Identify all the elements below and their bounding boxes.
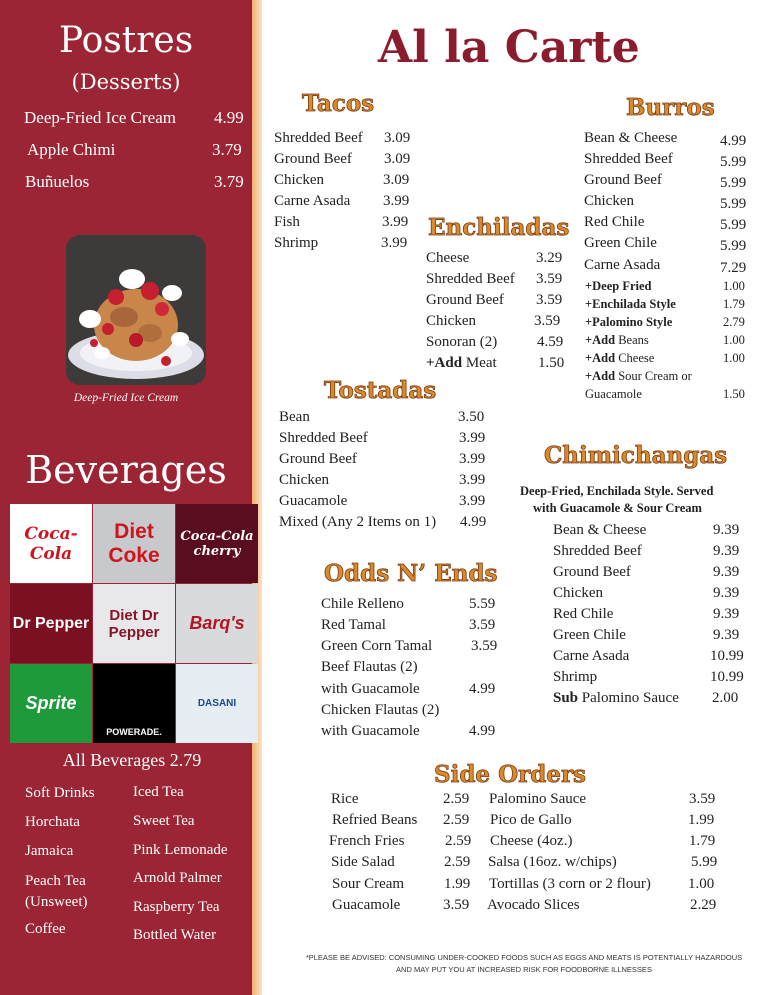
dessert-name: Buñuelos <box>25 172 90 191</box>
chimichanga-price: 9.39 <box>713 627 740 643</box>
chimichanga-name: Red Chile <box>553 606 614 622</box>
taco-price: 3.09 <box>384 151 411 167</box>
tostada-name: Chicken <box>279 472 329 488</box>
enchilada-add <box>426 355 497 372</box>
enchilada-name: Ground Beef <box>426 292 504 308</box>
brand-label: Coca-Cola <box>24 523 78 564</box>
side-price: 1.99 <box>444 876 471 892</box>
enchilada-name: Sonoran (2) <box>426 334 498 350</box>
tostada-price: 3.99 <box>459 493 486 509</box>
dessert-name: Deep-Fried Ice Cream <box>24 108 176 127</box>
enchiladas-heading: Enchiladas <box>428 214 570 241</box>
side-name: Sour Cream <box>332 876 405 892</box>
burro-extra-bold: +Add <box>585 369 616 383</box>
chimichanga-sub-price: 2.00 <box>712 690 739 706</box>
barqs-logo <box>176 584 258 663</box>
side-price: 1.79 <box>689 833 716 849</box>
dr-pepper-logo <box>10 584 92 663</box>
dasani-logo <box>176 664 258 743</box>
side-name: Palomino Sauce <box>489 791 587 807</box>
side-name: Tortillas (3 corn or 2 flour) <box>489 876 651 892</box>
odds-name: Chicken Flautas (2) <box>321 702 440 718</box>
side-price: 1.99 <box>688 812 715 828</box>
burro-extra <box>585 333 649 348</box>
taco-name: Chicken <box>274 172 324 188</box>
beverage: Raspberry Tea <box>133 899 220 915</box>
sidebar-edge <box>252 0 262 995</box>
chimichanga-name: Chicken <box>553 585 603 601</box>
burro-extra-bold: +Add <box>585 333 616 347</box>
burro-extra-rest: Sour Cream or <box>615 369 692 383</box>
enchilada-price: 3.59 <box>536 292 563 308</box>
chimichanga-price: 9.39 <box>713 543 740 559</box>
beverage: Peach Tea (Unsweet) <box>25 873 88 910</box>
brand-label: Dr Pepper <box>12 614 90 632</box>
sprite-logo <box>10 664 92 743</box>
burro-extra-price: 1.50 <box>723 387 745 401</box>
chimichanga-price: 10.99 <box>710 648 744 664</box>
tostada-name: Bean <box>279 409 310 425</box>
side-price: 1.00 <box>688 876 715 892</box>
disclaimer-line: *PLEASE BE ADVISED: CONSUMING UNDER-COOKED FOODS SUCH AS EGGS AND MEATS IS POTENTIALLY HAZARDOUS <box>305 953 743 962</box>
brand-label: POWERADE. <box>106 727 162 737</box>
side-name: Guacamole <box>332 897 401 913</box>
odds-name: Green Corn Tamal <box>321 638 433 654</box>
enchilada-price: 4.59 <box>537 334 564 350</box>
side-price: 5.99 <box>691 854 718 870</box>
burro-price: 5.99 <box>720 175 747 191</box>
enchilada-add-rest: Meat <box>462 355 497 371</box>
burro-name: Shredded Beef <box>584 151 673 167</box>
desserts-title: Postres <box>58 20 194 61</box>
burro-extra <box>585 297 676 312</box>
powerade-logo <box>93 664 175 743</box>
side-price: 2.59 <box>444 854 471 870</box>
chimichanga-name: Ground Beef <box>553 564 631 580</box>
chimichanga-description: Deep-Fried, Enchilada Style. Served <box>520 484 714 498</box>
brand-label: Barq's <box>189 613 245 633</box>
tostadas-heading: Tostadas <box>324 377 437 404</box>
coca-cola-logo <box>10 504 92 583</box>
odds-name: with Guacamole <box>321 723 420 739</box>
burro-price: 5.99 <box>720 196 747 212</box>
disclaimer <box>286 952 762 976</box>
side-name: Pico de Gallo <box>490 812 572 828</box>
beverage: Iced Tea <box>133 784 184 800</box>
brand-label: Diet Dr Pepper <box>108 606 160 641</box>
beverage: Bottled Water <box>133 927 217 943</box>
chimichanga-name: Shredded Beef <box>553 543 642 559</box>
beverage: Coffee <box>25 921 66 937</box>
burro-name: Red Chile <box>584 214 645 230</box>
enchilada-add-price: 1.50 <box>538 355 565 371</box>
side-name: Refried Beans <box>332 812 418 828</box>
odds-name: Red Tamal <box>321 617 386 633</box>
dessert-price: 3.79 <box>214 172 244 191</box>
burro-extra-bold: +Palomino Style <box>585 315 673 329</box>
odds-price: 4.99 <box>469 681 496 697</box>
brand-label: Sprite <box>25 693 77 713</box>
burro-extra <box>585 387 642 402</box>
chimichanga-name: Bean & Cheese <box>553 522 647 538</box>
tostada-price: 3.99 <box>459 430 486 446</box>
taco-name: Shredded Beef <box>274 130 363 146</box>
burro-extra-price: 1.00 <box>723 333 745 347</box>
page-title: Al la Carte <box>378 22 640 73</box>
beverage: Soft Drinks <box>25 785 95 801</box>
tostada-name: Shredded Beef <box>279 430 368 446</box>
enchilada-name: Shredded Beef <box>426 271 515 287</box>
beverage: Pink Lemonade <box>133 842 228 858</box>
chimichangas-heading: Chimichangas <box>544 442 728 469</box>
beverage: Jamaica <box>25 843 74 859</box>
enchilada-price: 3.59 <box>536 271 563 287</box>
burro-price: 7.29 <box>720 260 747 276</box>
side-price: 3.59 <box>689 791 716 807</box>
tostada-name: Ground Beef <box>279 451 357 467</box>
burro-extra <box>585 315 672 330</box>
ice-cream-illustration <box>66 235 206 385</box>
beverage: Arnold Palmer <box>133 870 222 886</box>
burro-name: Ground Beef <box>584 172 662 188</box>
beverages-price: All Beverages 2.79 <box>62 750 202 770</box>
taco-price: 3.99 <box>382 214 409 230</box>
odds-price: 5.59 <box>469 596 496 612</box>
taco-name: Shrimp <box>274 235 319 251</box>
disclaimer-line: AND MAY PUT YOU AT INCREASED RISK FOR FOODBORNE ILLNESSES <box>396 965 652 974</box>
taco-name: Fish <box>274 214 300 230</box>
burro-extra-bold: +Deep Fried <box>585 279 652 293</box>
burro-extra-bold: +Add <box>585 351 616 365</box>
burro-extra-price: 1.00 <box>723 351 745 365</box>
chimichanga-price: 9.39 <box>713 606 740 622</box>
desserts-subtitle: (Desserts) <box>71 70 181 94</box>
brand-label: DASANI <box>197 698 237 709</box>
burro-name: Green Chile <box>584 235 657 251</box>
chimichanga-sub-bold: Sub <box>553 690 579 706</box>
burro-extra-price: 1.00 <box>723 279 745 293</box>
side-price: 3.59 <box>443 897 470 913</box>
burro-extra-price: 2.79 <box>723 315 745 329</box>
tostada-name: Guacamole <box>279 493 348 509</box>
side-name: Avocado Slices <box>487 897 580 913</box>
chimichanga-name: Green Chile <box>553 627 626 643</box>
odds-price: 4.99 <box>469 723 496 739</box>
chimichanga-name: Shrimp <box>553 669 598 685</box>
taco-name: Carne Asada <box>274 193 351 209</box>
burro-name: Chicken <box>584 193 634 209</box>
burro-extra-rest: Guacamole <box>585 387 642 401</box>
side-price: 2.59 <box>443 791 470 807</box>
chimichanga-price: 9.39 <box>713 585 740 601</box>
enchilada-add-bold: +Add <box>426 355 463 371</box>
tostada-price: 3.50 <box>458 409 485 425</box>
chimichanga-sub <box>553 690 679 707</box>
side-name: Side Salad <box>331 854 395 870</box>
dessert-photo <box>66 235 206 385</box>
odds-price: 3.59 <box>471 638 498 654</box>
burro-price: 5.99 <box>720 238 747 254</box>
tostada-price: 3.99 <box>459 472 486 488</box>
taco-price: 3.09 <box>384 130 411 146</box>
odds-name: with Guacamole <box>321 681 420 697</box>
side-name: Cheese (4oz.) <box>490 833 573 849</box>
dessert-photo-caption: Deep-Fried Ice Cream <box>73 392 179 404</box>
taco-price: 3.99 <box>381 235 408 251</box>
side-price: 2.59 <box>443 812 470 828</box>
taco-name: Ground Beef <box>274 151 352 167</box>
enchilada-name: Chicken <box>426 313 476 329</box>
sides-heading: Side Orders <box>434 761 587 788</box>
odds-name: Beef Flautas (2) <box>321 659 418 675</box>
burro-extra-rest: Beans <box>615 333 649 347</box>
diet-dr-pepper-logo <box>93 584 175 663</box>
brand-label: Coca-Cola cherry <box>180 528 254 559</box>
burro-extra-price: 1.79 <box>723 297 745 311</box>
chimichanga-sub-rest: Palomino Sauce <box>578 690 679 706</box>
diet-coke-logo <box>93 504 175 583</box>
burro-extra <box>585 279 651 294</box>
dessert-name: Apple Chimi <box>27 140 116 159</box>
burro-price: 4.99 <box>720 133 747 149</box>
beverage: Sweet Tea <box>133 813 195 829</box>
dessert-price: 3.79 <box>212 140 242 159</box>
dessert-price: 4.99 <box>214 108 244 127</box>
beverages-title: Beverages <box>25 448 227 492</box>
taco-price: 3.99 <box>383 193 410 209</box>
brand-label: Diet Coke <box>108 519 160 567</box>
tostada-price: 4.99 <box>460 514 487 530</box>
burro-price: 5.99 <box>720 217 747 233</box>
tostada-name: Mixed (Any 2 Items on 1) <box>279 514 437 530</box>
chimichanga-description: with Guacamole & Sour Cream <box>533 501 702 515</box>
chimichanga-price: 10.99 <box>710 669 744 685</box>
odds-name: Chile Relleno <box>321 596 404 612</box>
tacos-heading: Tacos <box>302 90 375 117</box>
side-name: French Fries <box>329 833 405 849</box>
enchilada-price: 3.59 <box>534 313 561 329</box>
enchilada-name: Cheese <box>426 250 470 266</box>
side-price: 2.29 <box>690 897 717 913</box>
side-price: 2.59 <box>445 833 472 849</box>
side-name: Rice <box>331 791 359 807</box>
chimichanga-price: 9.39 <box>713 522 740 538</box>
burro-extra-bold: +Enchilada Style <box>585 297 676 311</box>
burro-price: 5.99 <box>720 154 747 170</box>
chimichanga-name: Carne Asada <box>553 648 630 664</box>
burros-heading: Burros <box>626 94 715 121</box>
chimichanga-price: 9.39 <box>713 564 740 580</box>
burro-extra-rest: Cheese <box>615 351 655 365</box>
taco-price: 3.09 <box>383 172 410 188</box>
odds-price: 3.59 <box>469 617 496 633</box>
burro-name: Bean & Cheese <box>584 130 678 146</box>
coca-cola-cherry-logo <box>176 504 258 583</box>
odds-heading: Odds N’ Ends <box>324 560 498 587</box>
burro-extra <box>585 351 654 366</box>
side-name: Salsa (16oz. w/chips) <box>488 854 617 870</box>
beverage: Horchata <box>25 814 80 830</box>
enchilada-price: 3.29 <box>536 250 563 266</box>
tostada-price: 3.99 <box>459 451 486 467</box>
burro-name: Carne Asada <box>584 257 661 273</box>
burro-extra <box>585 369 692 384</box>
